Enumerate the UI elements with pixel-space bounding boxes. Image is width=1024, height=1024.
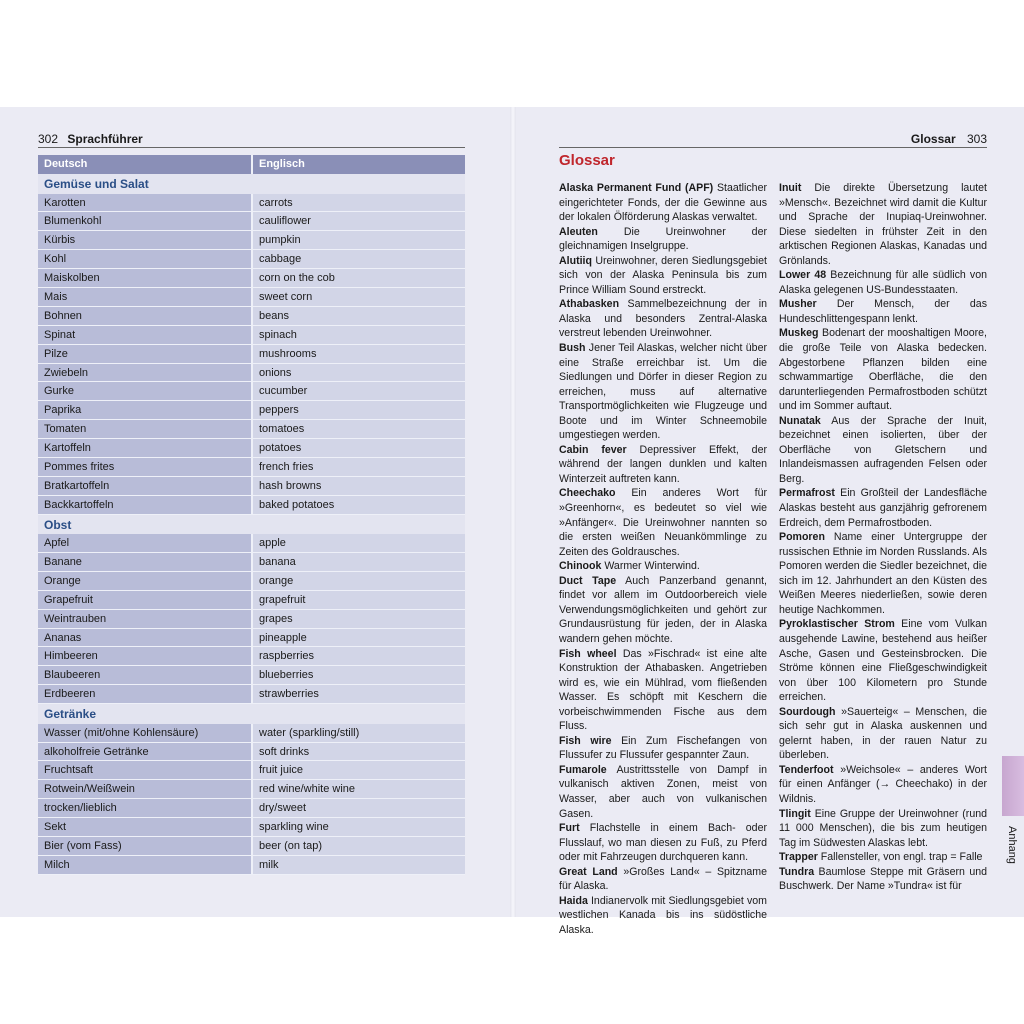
glossary-definition: »Weichsole« – anderes Wort für einen Anfänger (→ Cheechako) in der Wildnis. [779,763,987,805]
table-row [38,307,465,326]
cell-deutsch: Kartoffeln [38,439,251,458]
chapter-tab [1002,756,1024,816]
glossary-term: Permafrost [779,487,835,500]
table-row [38,743,465,762]
glossary-entry [779,268,987,297]
glossary-entry [779,850,987,865]
glossary-term: Furt [559,822,580,835]
cell-deutsch: Karotten [38,194,251,213]
cell-deutsch: alkoholfreie Getränke [38,743,251,762]
cell-englisch: strawberries [251,685,465,704]
cell-englisch: potatoes [251,439,465,458]
vocabulary-table-header [38,155,465,174]
table-row [38,496,465,515]
left-page-number: 302 [38,132,59,146]
table-row [38,288,465,307]
cell-englisch: sparkling wine [251,818,465,837]
glossary-definition: »Großes Land« – Spitzname für Alaska. [559,865,767,893]
right-page-number: 303 [966,132,987,146]
cell-englisch: grapefruit [251,591,465,610]
glossary-entry [559,254,767,298]
cell-englisch: tomatoes [251,420,465,439]
glossary-definition: Depressiver Effekt, der während der langen dunklen und kalten Winterzeit auftreten kann. [559,443,767,485]
cell-deutsch: Bohnen [38,307,251,326]
cell-deutsch: Blaubeeren [38,666,251,685]
glossary-definition: Indianervolk mit Siedlungsgebiet vom westlichen Kanada bis ins südöstliche Alaska. [559,894,767,936]
cell-deutsch: Bratkartoffeln [38,477,251,496]
glossary-definition: Bezeichnung für alle südlich von Alaska gelegenen US-Bundesstaaten. [779,269,987,296]
cell-englisch: grapes [251,610,465,629]
left-page-section-title: Sprachführer [67,132,143,146]
cell-deutsch: Weintrauben [38,610,251,629]
cell-englisch: peppers [251,401,465,420]
glossary-entry [779,530,987,617]
glossary-column-right [779,181,987,894]
table-row [38,364,465,383]
table-row [38,647,465,666]
glossary-title: Glossar [559,152,615,169]
glossary-term: Fish wire [559,734,612,747]
table-row [38,477,465,496]
table-row [38,799,465,818]
glossary-entry [559,763,767,821]
cell-deutsch: Maiskolben [38,269,251,288]
right-header-rule [559,147,987,148]
cell-deutsch: Fruchtsaft [38,761,251,780]
cell-englisch: hash browns [251,477,465,496]
cell-deutsch: Milch [38,856,251,875]
table-row [38,194,465,213]
table-row [38,269,465,288]
cell-englisch: sweet corn [251,288,465,307]
glossary-entry [779,297,987,326]
cell-englisch: orange [251,572,465,591]
glossary-term: Great Land [559,865,618,878]
cell-deutsch: Paprika [38,401,251,420]
vocabulary-section-title: Getränke [38,704,465,724]
table-row [38,761,465,780]
left-header-rule [38,147,465,148]
chapter-tab-text: Anhang [1006,826,1018,864]
cell-deutsch: Himbeeren [38,647,251,666]
table-row [38,212,465,231]
right-page-section-title: Glossar [910,132,956,146]
glossary-entry [559,574,767,647]
glossary-definition: Die direkte Übersetzung lautet »Mensch«. Bezeichnet wird damit die Kultur und Sprache der Inupiaq-Ureinwohner. Diese siedelten in frühster Zeit in den arktischen Regionen Alaskas, Kanadas und Grönlands. [779,182,987,267]
vocabulary-table [38,155,465,875]
table-row [38,629,465,648]
table-row [38,458,465,477]
table-row [38,326,465,345]
glossary-definition: Flachstelle in einem Bach- oder Flusslauf, wo man diesen zu Fuß, zu Pferd oder mit Fahrzeugen durchqueren kann. [559,822,767,864]
cell-deutsch: Ananas [38,629,251,648]
table-row [38,856,465,875]
glossary-definition: Staatlicher eingerichteter Fonds, der die Gewinne aus der lokalen Ölförderung Alaskas verwaltet. [559,182,767,224]
vocabulary-table-body [38,174,465,875]
book-gutter [510,107,516,917]
glossary-entry [779,807,987,851]
cell-deutsch: Kürbis [38,231,251,250]
cell-deutsch: Zwiebeln [38,364,251,383]
cell-englisch: red wine/white wine [251,780,465,799]
glossary-term: Alutiiq [559,254,592,267]
glossary-term: Cheechako [559,487,616,500]
glossary-definition: Bodenart der mooshaltigen Moore, die große Teile von Alaska bedecken. Abgestorbene Pflanzen bilden eine schwammartige Oberfläche, die den darunterliegenden Permafrostboden schützt und im Sommer auftaut. [779,327,987,413]
table-row [38,818,465,837]
cell-englisch: apple [251,534,465,553]
cell-englisch: pumpkin [251,231,465,250]
glossary-entry [559,821,767,865]
glossary-definition: Der Mensch, der das Hundeschlittengespann lenkt. [779,298,987,325]
glossary-definition: Sammelbezeichnung der in Alaska und besonders Zentral-Alaska verstreut lebenden Ureinwohner. [559,298,767,340]
header-englisch: Englisch [251,155,465,174]
glossary-definition: Baumlose Steppe mit Gräsern und Buschwerk. Der Name »Tundra« ist für [779,865,987,893]
glossary-definition: Ureinwohner, deren Siedlungsgebiet sich von der Alaska Peninsula bis zum Prince William Sound erstreckt. [559,254,767,296]
glossary-definition: Fallensteller, von engl. trap = Falle [817,851,983,864]
glossary-definition: Austrittsstelle von Dampf in vulkanisch aktiven Zonen, meist von Wasser, aber auch von vulkanischen Gasen. [559,763,767,820]
glossary-entry [559,341,767,443]
table-row [38,591,465,610]
cell-englisch: soft drinks [251,743,465,762]
glossary-entry [779,326,987,413]
glossary-definition: Eine Gruppe der Ureinwohner (rund 11 000 Menschen), die bis zum heutigen Tag im Südwesten Alaskas lebt. [779,807,987,849]
cell-englisch: mushrooms [251,345,465,364]
glossary-term: Cabin fever [559,443,627,456]
glossary-term: Tenderfoot [779,763,834,776]
glossary-term: Pyroklastischer Strom [779,618,895,631]
vocabulary-section-title: Obst [38,515,465,535]
cell-deutsch: Mais [38,288,251,307]
glossary-term: Bush [559,342,586,355]
glossary-term: Pomoren [779,531,825,544]
table-row [38,572,465,591]
glossary-term: Tlingit [779,807,811,820]
glossary-entry [559,297,767,341]
table-row [38,250,465,269]
cell-englisch: beer (on tap) [251,837,465,856]
glossary-term: Aleuten [559,225,598,238]
glossary-entry [779,414,987,487]
cell-englisch: banana [251,553,465,572]
cell-englisch: cauliflower [251,212,465,231]
glossary-definition: Auch Panzerband genannt, findet vor allem im Outdoorbereich viele Verwendungsmöglichkeiten und gehört zur Grundausrüstung für jeden, der in Alaska wandern gehen möchte. [559,574,767,645]
glossary-entry [779,705,987,763]
glossary-column-left [559,181,767,937]
glossary-definition: Ein Großteil der Landesfläche Alaskas besteht aus ganzjährig gefrorenem Erdreich, dem Permafrostboden. [779,487,987,529]
glossary-definition: Name einer Untergruppe der russischen Ethnie im Norden Russlands. Als Pomoren werden die Siedler bezeichnet, die sich im 12. Jahrhundert an den Küsten des Weißen Meeres niederließen, sowie deren heutige Nachkommen. [779,531,987,616]
glossary-entry [559,559,767,574]
cell-englisch: milk [251,856,465,875]
chapter-tab-label [998,826,1024,876]
table-row [38,685,465,704]
glossary-term: Duct Tape [559,574,617,587]
table-row [38,382,465,401]
cell-deutsch: Sekt [38,818,251,837]
glossary-term: Muskeg [779,327,819,340]
cell-deutsch: Banane [38,553,251,572]
cell-deutsch: Pommes frites [38,458,251,477]
cell-englisch: water (sparkling/still) [251,724,465,743]
table-row [38,420,465,439]
vocabulary-section-title: Gemüse und Salat [38,174,465,194]
cell-englisch: blueberries [251,666,465,685]
glossary-entry [559,894,767,938]
glossary-term: Lower 48 [779,269,827,282]
glossary-entry [559,443,767,487]
header-deutsch: Deutsch [44,158,88,170]
table-row [38,439,465,458]
glossary-entry [559,181,767,225]
glossary-definition: Das »Fischrad« ist eine alte Konstruktion der Athabasken. Angetrieben wird es, wie ein Mühlrad, vom fließenden Wasser. Es schöpft mit Keschern die vorbeischwimmenden Fische aus dem Fluss. [559,647,767,733]
table-row [38,610,465,629]
cell-deutsch: Erdbeeren [38,685,251,704]
glossary-definition: Ein anderes Wort für »Greenhorn«, es bedeutet so viel wie »Anfänger«. Die Ureinwohner nannten so die ersten weißen Neuankömmlinge zu Zeiten des Goldrausches. [559,487,767,558]
cell-deutsch: Rotwein/Weißwein [38,780,251,799]
table-row [38,837,465,856]
cell-englisch: pineapple [251,629,465,648]
cell-englisch: fruit juice [251,761,465,780]
glossary-definition: »Sauerteig« – Menschen, die sich sehr gut in Alaska auskennen und gelernt haben, in der rauen Natur zu überleben. [779,705,987,762]
glossary-entry [779,486,987,530]
cell-englisch: french fries [251,458,465,477]
table-row [38,231,465,250]
table-row [38,724,465,743]
table-row [38,553,465,572]
glossary-entry [559,647,767,734]
table-row [38,780,465,799]
cell-deutsch: Apfel [38,534,251,553]
glossary-definition: Ein Zum Fischefangen von Flussufer zu Flussufer gespannter Zaun. [559,734,767,762]
cell-deutsch: Spinat [38,326,251,345]
glossary-definition: Die Ureinwohner der gleichnamigen Inselgruppe. [559,225,767,253]
glossary-entry [559,486,767,559]
table-row [38,401,465,420]
cell-englisch: beans [251,307,465,326]
glossary-term: Trapper [779,851,818,864]
glossary-definition: Eine vom Vulkan ausgehende Lawine, bestehend aus heißer Asche, Gasen und Gesteinsbrocken. Die Ströme können eine Fließgeschwindigkeit von über 100 Kilometern pro Stunde erreichen. [779,618,988,704]
cell-deutsch: trocken/lieblich [38,799,251,818]
cell-deutsch: Kohl [38,250,251,269]
table-row [38,666,465,685]
cell-deutsch: Pilze [38,345,251,364]
glossary-term: Athabasken [559,298,620,311]
cell-deutsch: Bier (vom Fass) [38,837,251,856]
glossary-entry [779,181,987,268]
glossary-entry [559,225,767,254]
cell-deutsch: Wasser (mit/ohne Kohlensäure) [38,724,251,743]
glossary-term: Chinook [559,560,602,573]
table-row [38,345,465,364]
cell-deutsch: Grapefruit [38,591,251,610]
cell-deutsch: Blumenkohl [38,212,251,231]
glossary-term: Nunatak [779,414,821,427]
glossary-term: Sourdough [779,705,836,718]
glossary-definition: Jener Teil Alaskas, welcher nicht über eine Straße erreichbar ist. Um die Siedlungen und Dörfer in dieser Region zu erreichen, muss auf alternative Transportmöglichkeiten wie Flugzeuge und Boote und im Winter Schneemobile umgestiegen werden. [559,342,767,442]
cell-deutsch: Orange [38,572,251,591]
cell-englisch: raspberries [251,647,465,666]
glossary-term: Musher [779,298,817,311]
right-page-header [559,131,987,147]
glossary-term: Inuit [779,182,802,194]
glossary-entry [559,734,767,763]
cell-deutsch: Tomaten [38,420,251,439]
glossary-entry [559,865,767,894]
glossary-term: Haida [559,894,588,907]
glossary-term: Fish wheel [559,647,617,660]
glossary-term: Alaska Permanent Fund (APF) [559,182,714,194]
glossary-term: Fumarole [559,763,607,776]
cell-englisch: corn on the cob [251,269,465,288]
cell-englisch: carrots [251,194,465,213]
glossary-entry [779,763,987,807]
table-row [38,534,465,553]
cell-englisch: cucumber [251,382,465,401]
cell-deutsch: Backkartoffeln [38,496,251,515]
glossary-term: Tundra [779,865,815,878]
cell-englisch: dry/sweet [251,799,465,818]
cell-englisch: spinach [251,326,465,345]
left-page-header [38,131,465,147]
cell-deutsch: Gurke [38,382,251,401]
cell-englisch: cabbage [251,250,465,269]
glossary-definition: Aus der Sprache der Inuit, bezeichnet einen isolierten, über der Oberfläche von Gletschern und Inlandeismassen aufragenden Felsen oder Berg. [779,414,987,485]
glossary-entry [779,617,987,704]
cell-englisch: onions [251,364,465,383]
glossary-entry [779,865,987,894]
cell-englisch: baked potatoes [251,496,465,515]
glossary-definition: Warmer Winterwind. [601,560,700,573]
